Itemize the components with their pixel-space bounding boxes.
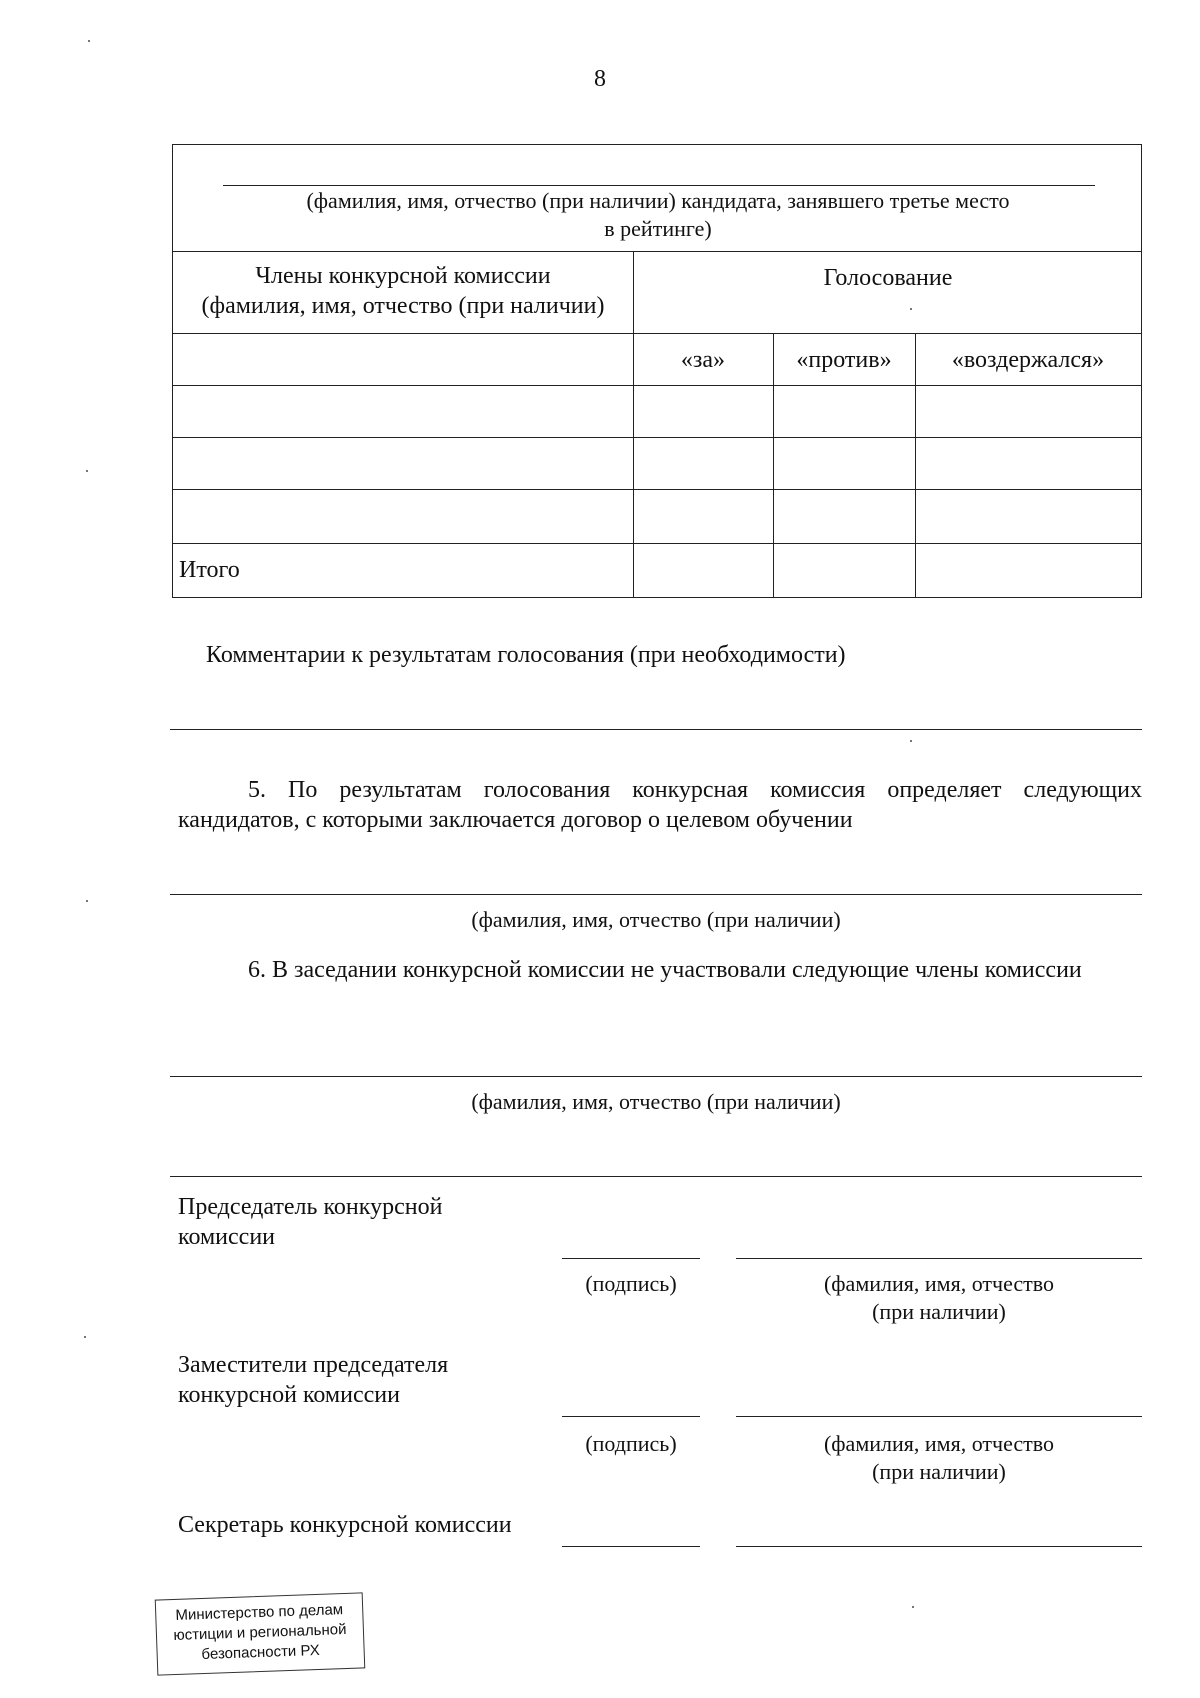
- chairman-signature-line: [562, 1258, 700, 1259]
- members-header-line2: (фамилия, имя, отчество (при наличии): [201, 293, 605, 319]
- secretary-name-line: [736, 1546, 1142, 1547]
- stamp-line3: безопасности РХ: [201, 1641, 321, 1664]
- table-row-divider: [173, 333, 1141, 334]
- section6-extra-line: [170, 1176, 1142, 1177]
- scan-speck: [88, 40, 90, 42]
- secretary-signature-line: [562, 1546, 700, 1547]
- deputy-label-line2: конкурсной комиссии: [178, 1382, 400, 1408]
- section6-text: 6. В заседании конкурсной комиссии не участвовали следующие члены комиссии: [248, 957, 1082, 983]
- chairman-label-line2: комиссии: [178, 1224, 276, 1250]
- table-row-divider: [173, 489, 1141, 490]
- scan-speck: [912, 1606, 914, 1608]
- deputy-name-caption-line1: (фамилия, имя, отчество: [823, 1431, 1055, 1456]
- voting-table: [172, 144, 1142, 598]
- chairman-label-line1: Председатель конкурсной: [178, 1194, 443, 1220]
- voting-header: Голосование: [823, 265, 953, 291]
- table-row-divider: [173, 385, 1141, 386]
- section5-line: [170, 894, 1142, 895]
- table-row-divider: [173, 437, 1141, 438]
- chairman-name-caption-line1: (фамилия, имя, отчество: [823, 1271, 1055, 1296]
- section6-caption: (фамилия, имя, отчество (при наличии): [471, 1089, 841, 1114]
- candidate-name-line: [223, 185, 1095, 186]
- candidate-caption-line1: (фамилия, имя, отчество (при наличии) кандидата, занявшего третье место: [306, 188, 1010, 213]
- deputy-name-line: [736, 1416, 1142, 1417]
- vote-abstained-header: «воздержался»: [951, 347, 1105, 373]
- candidate-caption-line2: в рейтинге): [604, 216, 712, 241]
- scan-speck: [84, 1336, 86, 1338]
- chairman-signature-caption: (подпись): [585, 1271, 677, 1296]
- table-row-divider: [173, 251, 1141, 252]
- vote-for-header: «за»: [680, 347, 726, 373]
- secretary-label: Секретарь конкурсной комиссии: [178, 1512, 512, 1538]
- stamp-line1: Министерство по делам: [175, 1601, 344, 1624]
- comments-label: Комментарии к результатам голосования (при необходимости): [206, 642, 846, 668]
- comments-line: [170, 729, 1142, 730]
- section5-text: 5. По результатам голосования конкурсная комиссия определяет следующих кандидатов, с которыми заключается договор о целевом обучении: [178, 777, 1142, 833]
- deputy-name-caption-line2: (при наличии): [872, 1459, 1006, 1484]
- scan-speck: [86, 470, 88, 472]
- section5-caption: (фамилия, имя, отчество (при наличии): [471, 907, 841, 932]
- chairman-name-line: [736, 1258, 1142, 1259]
- ministry-stamp: [155, 1592, 366, 1675]
- table-row-divider: [173, 543, 1141, 544]
- scan-speck: [910, 740, 912, 742]
- scan-speck: [910, 308, 912, 310]
- scan-speck: [86, 900, 88, 902]
- deputy-label-line1: Заместители председателя: [178, 1352, 449, 1378]
- section6-line: [170, 1076, 1142, 1077]
- members-header-line1: Члены конкурсной комиссии: [255, 263, 551, 289]
- total-label: Итого: [179, 557, 240, 583]
- deputy-signature-line: [562, 1416, 700, 1417]
- chairman-name-caption-line2: (при наличии): [872, 1299, 1006, 1324]
- vote-against-header: «против»: [796, 347, 892, 373]
- deputy-signature-caption: (подпись): [585, 1431, 677, 1456]
- page-number: 8: [594, 66, 606, 92]
- stamp-line2: юстиции и региональной: [173, 1620, 347, 1645]
- table-col-divider: [633, 251, 634, 597]
